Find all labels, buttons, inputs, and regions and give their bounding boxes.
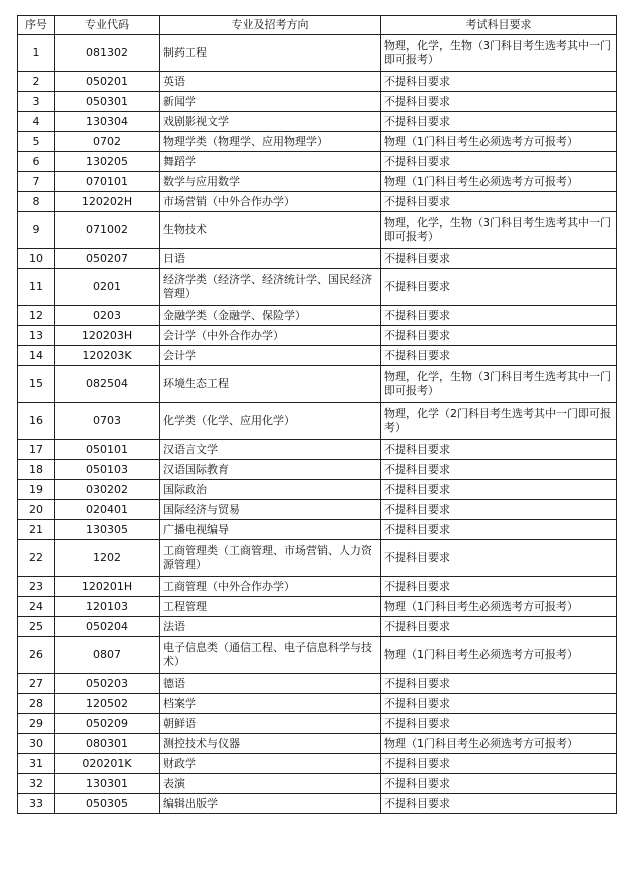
table-row (18, 72, 617, 92)
table-row (18, 714, 617, 734)
header-requirement: 考试科目要求 (381, 16, 617, 35)
table-header-row (18, 16, 617, 35)
subject-requirement: 不提科目要求 (381, 306, 617, 326)
major-name: 生物技术 (160, 212, 381, 249)
table-row (18, 249, 617, 269)
major-code: 0807 (55, 637, 160, 674)
admission-table-container (17, 15, 616, 814)
major-code: 120502 (55, 694, 160, 714)
subject-requirement: 不提科目要求 (381, 500, 617, 520)
subject-requirement: 不提科目要求 (381, 72, 617, 92)
major-name: 经济学类（经济学、经济统计学、国民经济管理） (160, 269, 381, 306)
subject-requirement: 不提科目要求 (381, 520, 617, 540)
table-row (18, 674, 617, 694)
table-row (18, 132, 617, 152)
header-num: 序号 (18, 16, 55, 35)
row-number: 19 (18, 480, 55, 500)
subject-requirement: 不提科目要求 (381, 694, 617, 714)
subject-requirement: 不提科目要求 (381, 346, 617, 366)
major-code: 0203 (55, 306, 160, 326)
major-code: 050101 (55, 440, 160, 460)
row-number: 9 (18, 212, 55, 249)
subject-requirement: 不提科目要求 (381, 674, 617, 694)
header-code: 专业代码 (55, 16, 160, 35)
major-name: 工商管理（中外合作办学） (160, 577, 381, 597)
major-code: 050301 (55, 92, 160, 112)
subject-requirement: 物理（1门科目考生必须选考方可报考） (381, 734, 617, 754)
table-row (18, 734, 617, 754)
major-name: 新闻学 (160, 92, 381, 112)
row-number: 1 (18, 35, 55, 72)
major-name: 舞蹈学 (160, 152, 381, 172)
row-number: 4 (18, 112, 55, 132)
major-name: 制药工程 (160, 35, 381, 72)
header-major: 专业及招考方向 (160, 16, 381, 35)
row-number: 20 (18, 500, 55, 520)
major-code: 0703 (55, 403, 160, 440)
major-name: 法语 (160, 617, 381, 637)
row-number: 7 (18, 172, 55, 192)
major-name: 金融学类（金融学、保险学） (160, 306, 381, 326)
major-code: 070101 (55, 172, 160, 192)
subject-requirement: 物理，化学，生物（3门科目考生选考其中一门即可报考） (381, 366, 617, 403)
table-row (18, 540, 617, 577)
table-row (18, 326, 617, 346)
major-name: 汉语国际教育 (160, 460, 381, 480)
table-row (18, 306, 617, 326)
subject-requirement: 不提科目要求 (381, 754, 617, 774)
table-row (18, 152, 617, 172)
major-name: 汉语言文学 (160, 440, 381, 460)
table-row (18, 694, 617, 714)
table-row (18, 774, 617, 794)
table-row (18, 346, 617, 366)
subject-requirement: 不提科目要求 (381, 577, 617, 597)
major-name: 国际政治 (160, 480, 381, 500)
subject-requirement: 物理，化学，生物（3门科目考生选考其中一门即可报考） (381, 212, 617, 249)
subject-requirement: 物理（1门科目考生必须选考方可报考） (381, 597, 617, 617)
major-code: 082504 (55, 366, 160, 403)
table-row (18, 637, 617, 674)
row-number: 2 (18, 72, 55, 92)
row-number: 29 (18, 714, 55, 734)
major-name: 会计学 (160, 346, 381, 366)
subject-requirement: 不提科目要求 (381, 269, 617, 306)
major-name: 电子信息类（通信工程、电子信息科学与技术） (160, 637, 381, 674)
table-row (18, 192, 617, 212)
row-number: 22 (18, 540, 55, 577)
major-code: 050103 (55, 460, 160, 480)
major-code: 0702 (55, 132, 160, 152)
major-code: 020201K (55, 754, 160, 774)
major-code: 071002 (55, 212, 160, 249)
major-name: 广播电视编导 (160, 520, 381, 540)
major-code: 120103 (55, 597, 160, 617)
row-number: 14 (18, 346, 55, 366)
major-name: 测控技术与仪器 (160, 734, 381, 754)
table-row (18, 577, 617, 597)
major-name: 日语 (160, 249, 381, 269)
major-code: 080301 (55, 734, 160, 754)
row-number: 15 (18, 366, 55, 403)
major-name: 英语 (160, 72, 381, 92)
subject-requirement: 不提科目要求 (381, 249, 617, 269)
table-row (18, 35, 617, 72)
major-code: 050201 (55, 72, 160, 92)
row-number: 6 (18, 152, 55, 172)
table-row (18, 617, 617, 637)
row-number: 16 (18, 403, 55, 440)
major-code: 130301 (55, 774, 160, 794)
major-code: 030202 (55, 480, 160, 500)
row-number: 28 (18, 694, 55, 714)
major-name: 财政学 (160, 754, 381, 774)
major-name: 化学类（化学、应用化学） (160, 403, 381, 440)
major-code: 130304 (55, 112, 160, 132)
subject-requirement: 不提科目要求 (381, 480, 617, 500)
row-number: 33 (18, 794, 55, 814)
major-code: 050203 (55, 674, 160, 694)
major-code: 050305 (55, 794, 160, 814)
subject-requirement: 不提科目要求 (381, 152, 617, 172)
row-number: 5 (18, 132, 55, 152)
major-code: 120202H (55, 192, 160, 212)
major-code: 050204 (55, 617, 160, 637)
table-row (18, 500, 617, 520)
major-name: 环境生态工程 (160, 366, 381, 403)
row-number: 26 (18, 637, 55, 674)
major-name: 数学与应用数学 (160, 172, 381, 192)
major-code: 130205 (55, 152, 160, 172)
subject-requirement: 不提科目要求 (381, 460, 617, 480)
major-code: 130305 (55, 520, 160, 540)
major-name: 德语 (160, 674, 381, 694)
table-row (18, 403, 617, 440)
row-number: 3 (18, 92, 55, 112)
subject-requirement: 不提科目要求 (381, 774, 617, 794)
row-number: 10 (18, 249, 55, 269)
subject-requirement: 不提科目要求 (381, 92, 617, 112)
major-name: 档案学 (160, 694, 381, 714)
table-row (18, 597, 617, 617)
major-code: 120203H (55, 326, 160, 346)
row-number: 8 (18, 192, 55, 212)
table-row (18, 794, 617, 814)
table-row (18, 520, 617, 540)
row-number: 12 (18, 306, 55, 326)
major-code: 081302 (55, 35, 160, 72)
subject-requirement: 物理，化学（2门科目考生选考其中一门即可报考） (381, 403, 617, 440)
major-code: 050209 (55, 714, 160, 734)
major-code: 050207 (55, 249, 160, 269)
row-number: 21 (18, 520, 55, 540)
row-number: 27 (18, 674, 55, 694)
table-row (18, 754, 617, 774)
row-number: 18 (18, 460, 55, 480)
subject-requirement: 不提科目要求 (381, 326, 617, 346)
subject-requirement: 不提科目要求 (381, 714, 617, 734)
table-row (18, 480, 617, 500)
table-row (18, 112, 617, 132)
major-name: 朝鲜语 (160, 714, 381, 734)
row-number: 24 (18, 597, 55, 617)
major-name: 市场营销（中外合作办学） (160, 192, 381, 212)
major-name: 戏剧影视文学 (160, 112, 381, 132)
row-number: 31 (18, 754, 55, 774)
row-number: 25 (18, 617, 55, 637)
subject-requirement: 不提科目要求 (381, 794, 617, 814)
subject-requirement: 物理（1门科目考生必须选考方可报考） (381, 172, 617, 192)
row-number: 30 (18, 734, 55, 754)
table-row (18, 212, 617, 249)
subject-requirement: 不提科目要求 (381, 540, 617, 577)
admission-requirements-table (17, 15, 617, 814)
row-number: 32 (18, 774, 55, 794)
major-code: 020401 (55, 500, 160, 520)
table-row (18, 440, 617, 460)
major-name: 编辑出版学 (160, 794, 381, 814)
table-row (18, 172, 617, 192)
major-code: 120203K (55, 346, 160, 366)
row-number: 17 (18, 440, 55, 460)
major-code: 1202 (55, 540, 160, 577)
major-code: 0201 (55, 269, 160, 306)
subject-requirement: 不提科目要求 (381, 440, 617, 460)
table-row (18, 460, 617, 480)
table-row (18, 92, 617, 112)
major-name: 物理学类（物理学、应用物理学） (160, 132, 381, 152)
major-name: 表演 (160, 774, 381, 794)
major-code: 120201H (55, 577, 160, 597)
row-number: 13 (18, 326, 55, 346)
major-name: 工商管理类（工商管理、市场营销、人力资源管理） (160, 540, 381, 577)
subject-requirement: 物理（1门科目考生必须选考方可报考） (381, 132, 617, 152)
major-name: 工程管理 (160, 597, 381, 617)
table-row (18, 269, 617, 306)
row-number: 11 (18, 269, 55, 306)
subject-requirement: 不提科目要求 (381, 192, 617, 212)
subject-requirement: 物理，化学，生物（3门科目考生选考其中一门即可报考） (381, 35, 617, 72)
subject-requirement: 物理（1门科目考生必须选考方可报考） (381, 637, 617, 674)
subject-requirement: 不提科目要求 (381, 617, 617, 637)
row-number: 23 (18, 577, 55, 597)
table-row (18, 366, 617, 403)
major-name: 会计学（中外合作办学） (160, 326, 381, 346)
subject-requirement: 不提科目要求 (381, 112, 617, 132)
major-name: 国际经济与贸易 (160, 500, 381, 520)
